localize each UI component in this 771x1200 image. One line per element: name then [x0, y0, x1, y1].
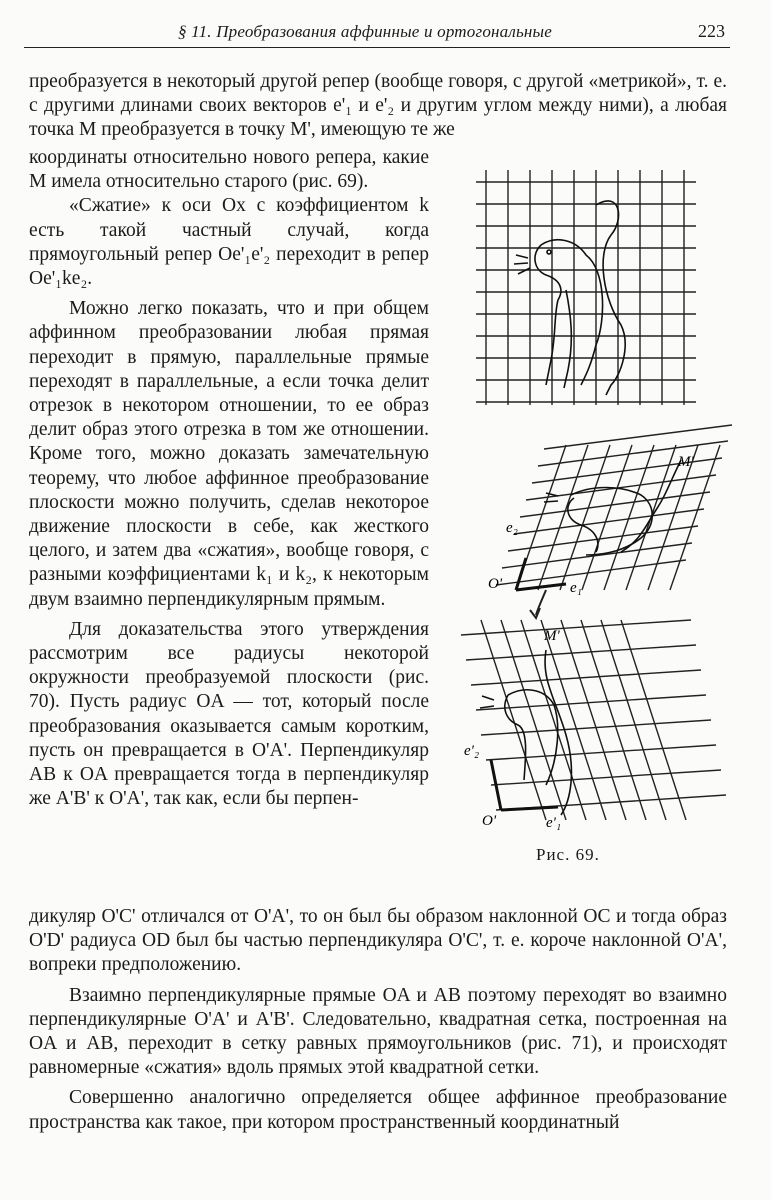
- label-o-bottom: O': [482, 813, 497, 829]
- paragraph-proof-continued: дикуляр O'C' отличался от O'A', то он был бы образом наклонной OC и тогда образ O'D' радиуса OD был бы частью перпендикуляра O'C', т. е. короче наклонной O'A', вопреки предположению.: [29, 906, 727, 976]
- label-m-prime-bottom: M': [544, 628, 560, 644]
- paragraph-continuation-rest: координаты относительно нового репера, какие M имела относительно старого (рис. 69).: [29, 147, 429, 193]
- paragraph-compression: «Сжатие» к оси Ox с коэффициентом k есть такой частный случай, когда прямоугольный репер Oe'₁e'₂ переходит в репер Oe'₁ke₂.: [29, 195, 429, 290]
- cat-figure-middle: [544, 460, 681, 555]
- label-e2-mid: e₂: [506, 520, 518, 536]
- page-number: 223: [698, 21, 725, 41]
- square-grid: [476, 170, 696, 405]
- label-e2-bottom: e'₂: [464, 743, 480, 759]
- transform-arrow: [536, 590, 546, 615]
- figure-69: [446, 160, 736, 880]
- sheared-grid: [496, 425, 732, 590]
- paragraph-proof: Для доказательства этого утверждения рассмотрим все радиусы некоторой окружности преобразуемой плоскости (рис. 70). Пусть радиус OA — тот, который после преобразования оказывается самым коротким, пусть он превращается в O'A'. Перпендикуляр AB к OA превращается тогда в перпендикуляр же A'B' к O'A', так как, если бы перпен-: [29, 618, 429, 810]
- figure-caption: Рис. 69.: [536, 845, 600, 864]
- running-head: § 11. Преобразования аффинные и ортогональные: [178, 22, 552, 41]
- paragraph-affine-theorem: Можно легко показать, что и при общем аффинном преобразовании любая прямая переходит в прямую, параллельные прямые переходят в параллельные, а если точка делит отрезок в некотором отношении, то ее образ делит образ этого отрезка в том же отношении. Кроме того, можно доказать замечательную теорему, что любое аффинное преобразование плоскости можно получить, сделав некоторое движение плоскости в себе, как жесткого целого, и затем два «сжатия», вообще говоря, с разными коэффициентами k₁ и k₂, к некоторым двум взаимно перпендикулярным прямым.: [29, 298, 429, 610]
- paragraph-perpendicular: Взаимно перпендикулярные прямые OA и AB поэтому переходят во взаимно перпендикулярные O'A' и A'B'. Следовательно, квадратная сетка, построенная на OA и AB, переходит в сетку равных прямоугольников (рис. 71), и происходят равномерные «сжатия» вдоль прямых этой квадратной сетки.: [29, 984, 727, 1079]
- label-o-mid: O': [488, 576, 503, 592]
- column-narrow: [29, 146, 429, 811]
- label-m-prime-mid: M': [678, 454, 694, 470]
- paragraph-space: Совершенно аналогично определяется общее аффинное преобразование пространства как такое, при котором пространственный координатный: [29, 1087, 727, 1133]
- figure-69-drawing: [446, 160, 736, 850]
- paragraph-continuation: преобразуется в некоторый другой репер (вообще говоря, с другой «метрикой», т. е. с другими длинами своих векторов e'₁ и e'₂ и другим углом между ними), а любая точка M преобразуется в точку M', имеющую те же: [29, 71, 727, 141]
- label-e1-bottom: e'₁: [546, 815, 562, 831]
- stretched-grid: [461, 620, 726, 820]
- page-header: [0, 0, 771, 52]
- column-full: [29, 905, 727, 1135]
- header-rule: [24, 47, 730, 48]
- paragraph-top: [29, 70, 727, 143]
- label-e1-mid: e₁: [570, 580, 582, 596]
